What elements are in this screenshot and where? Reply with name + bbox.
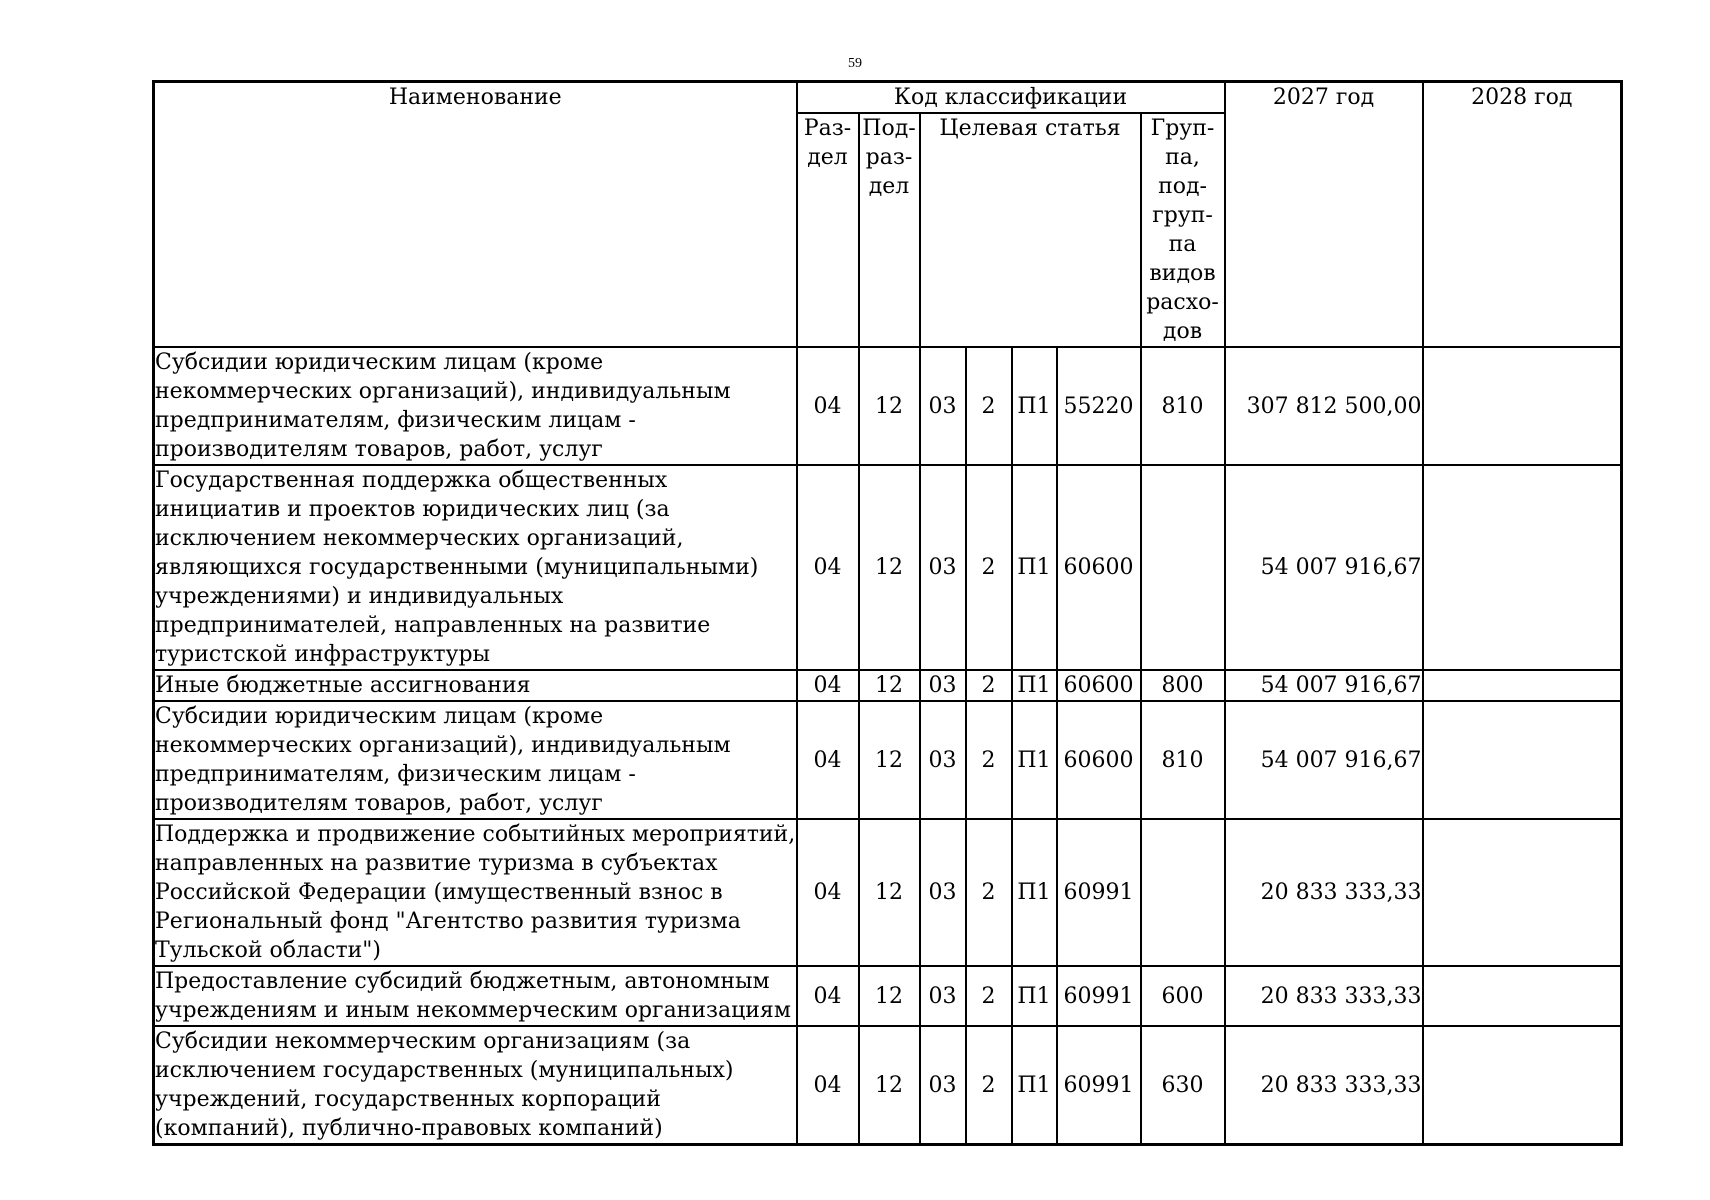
row-expense-group: 800 [1141,670,1225,701]
row-target-article-subprogram: П1 [1012,966,1057,1026]
row-target-article-direction: 60600 [1057,701,1141,819]
table-row [154,347,1622,465]
row-target-article-subprogram: П1 [1012,465,1057,670]
row-target-article-type: 2 [966,670,1012,701]
table-row [154,701,1622,819]
header-name: Наименование [154,82,797,348]
row-subsection: 12 [859,966,920,1026]
row-section: 04 [797,465,859,670]
row-target-article-program: 03 [920,966,966,1026]
row-target-article-direction: 60991 [1057,1026,1141,1145]
row-name: Поддержка и продвижение событийных мероприятий, направленных на развитие туризма в субъектах Российской Федерации (имущественный взнос в Региональный фонд "Агентство развития туризма Тульской области") [154,819,797,966]
row-target-article-program: 03 [920,347,966,465]
row-target-article-direction: 55220 [1057,347,1141,465]
row-section: 04 [797,819,859,966]
table-row [154,1026,1622,1145]
row-subsection: 12 [859,465,920,670]
row-subsection: 12 [859,670,920,701]
row-target-article-direction: 60600 [1057,670,1141,701]
header-expense-group: Груп- па, под- груп- па видов расхо- дов [1141,113,1225,347]
row-expense-group: 630 [1141,1026,1225,1145]
row-amount-2028 [1423,465,1622,670]
row-amount-2028 [1423,819,1622,966]
row-subsection: 12 [859,347,920,465]
row-target-article-program: 03 [920,465,966,670]
table-row [154,670,1622,701]
row-name: Иные бюджетные ассигнования [154,670,797,701]
row-name: Государственная поддержка общественных инициатив и проектов юридических лиц (за исключением некоммерческих организаций, являющихся государственными (муниципальными) учреждениями) и индивидуальных предпринимателей, направленных на развитие туристской инфраструктуры [154,465,797,670]
row-target-article-subprogram: П1 [1012,1026,1057,1145]
row-target-article-subprogram: П1 [1012,347,1057,465]
row-amount-2028 [1423,670,1622,701]
row-target-article-program: 03 [920,701,966,819]
row-amount-2028 [1423,347,1622,465]
row-amount-2027: 20 833 333,33 [1225,966,1423,1026]
header-section: Раз- дел [797,113,859,347]
table-row [154,966,1622,1026]
row-subsection: 12 [859,1026,920,1145]
row-section: 04 [797,701,859,819]
row-amount-2027: 54 007 916,67 [1225,701,1423,819]
row-subsection: 12 [859,701,920,819]
row-section: 04 [797,670,859,701]
row-target-article-type: 2 [966,966,1012,1026]
row-name: Субсидии юридическим лицам (кроме некоммерческих организаций), индивидуальным предпринимателям, физическим лицам - производителям товаров, работ, услуг [154,347,797,465]
row-target-article-direction: 60600 [1057,465,1141,670]
row-amount-2028 [1423,701,1622,819]
header-subsection: Под- раз- дел [859,113,920,347]
row-target-article-type: 2 [966,347,1012,465]
header-target-article: Целевая статья [920,113,1141,347]
row-expense-group [1141,819,1225,966]
row-expense-group [1141,465,1225,670]
row-target-article-program: 03 [920,1026,966,1145]
row-target-article-subprogram: П1 [1012,819,1057,966]
row-amount-2027: 20 833 333,33 [1225,819,1423,966]
header-classification-code: Код классификации [797,82,1225,114]
row-target-article-type: 2 [966,465,1012,670]
header-year-2027: 2027 год [1225,82,1423,348]
row-amount-2028 [1423,1026,1622,1145]
row-name: Субсидии юридическим лицам (кроме некоммерческих организаций), индивидуальным предпринимателям, физическим лицам - производителям товаров, работ, услуг [154,701,797,819]
table-row [154,819,1622,966]
table-row [154,465,1622,670]
row-expense-group: 810 [1141,701,1225,819]
row-name: Субсидии некоммерческим организациям (за исключением государственных (муниципальных) учреждений, государственных корпораций (компаний), публично-правовых компаний) [154,1026,797,1145]
row-target-article-type: 2 [966,819,1012,966]
row-target-article-type: 2 [966,701,1012,819]
row-target-article-direction: 60991 [1057,819,1141,966]
row-amount-2028 [1423,966,1622,1026]
row-target-article-subprogram: П1 [1012,670,1057,701]
row-target-article-subprogram: П1 [1012,701,1057,819]
row-subsection: 12 [859,819,920,966]
row-section: 04 [797,1026,859,1145]
header-year-2028: 2028 год [1423,82,1622,348]
row-amount-2027: 54 007 916,67 [1225,670,1423,701]
row-target-article-type: 2 [966,1026,1012,1145]
row-amount-2027: 20 833 333,33 [1225,1026,1423,1145]
row-expense-group: 810 [1141,347,1225,465]
row-target-article-program: 03 [920,819,966,966]
row-amount-2027: 54 007 916,67 [1225,465,1423,670]
row-amount-2027: 307 812 500,00 [1225,347,1423,465]
row-section: 04 [797,966,859,1026]
row-name: Предоставление субсидий бюджетным, автономным учреждениям и иным некоммерческим организациям [154,966,797,1026]
row-section: 04 [797,347,859,465]
page-number: 59 [848,56,862,71]
row-target-article-program: 03 [920,670,966,701]
row-target-article-direction: 60991 [1057,966,1141,1026]
budget-table [152,80,1623,1146]
row-expense-group: 600 [1141,966,1225,1026]
